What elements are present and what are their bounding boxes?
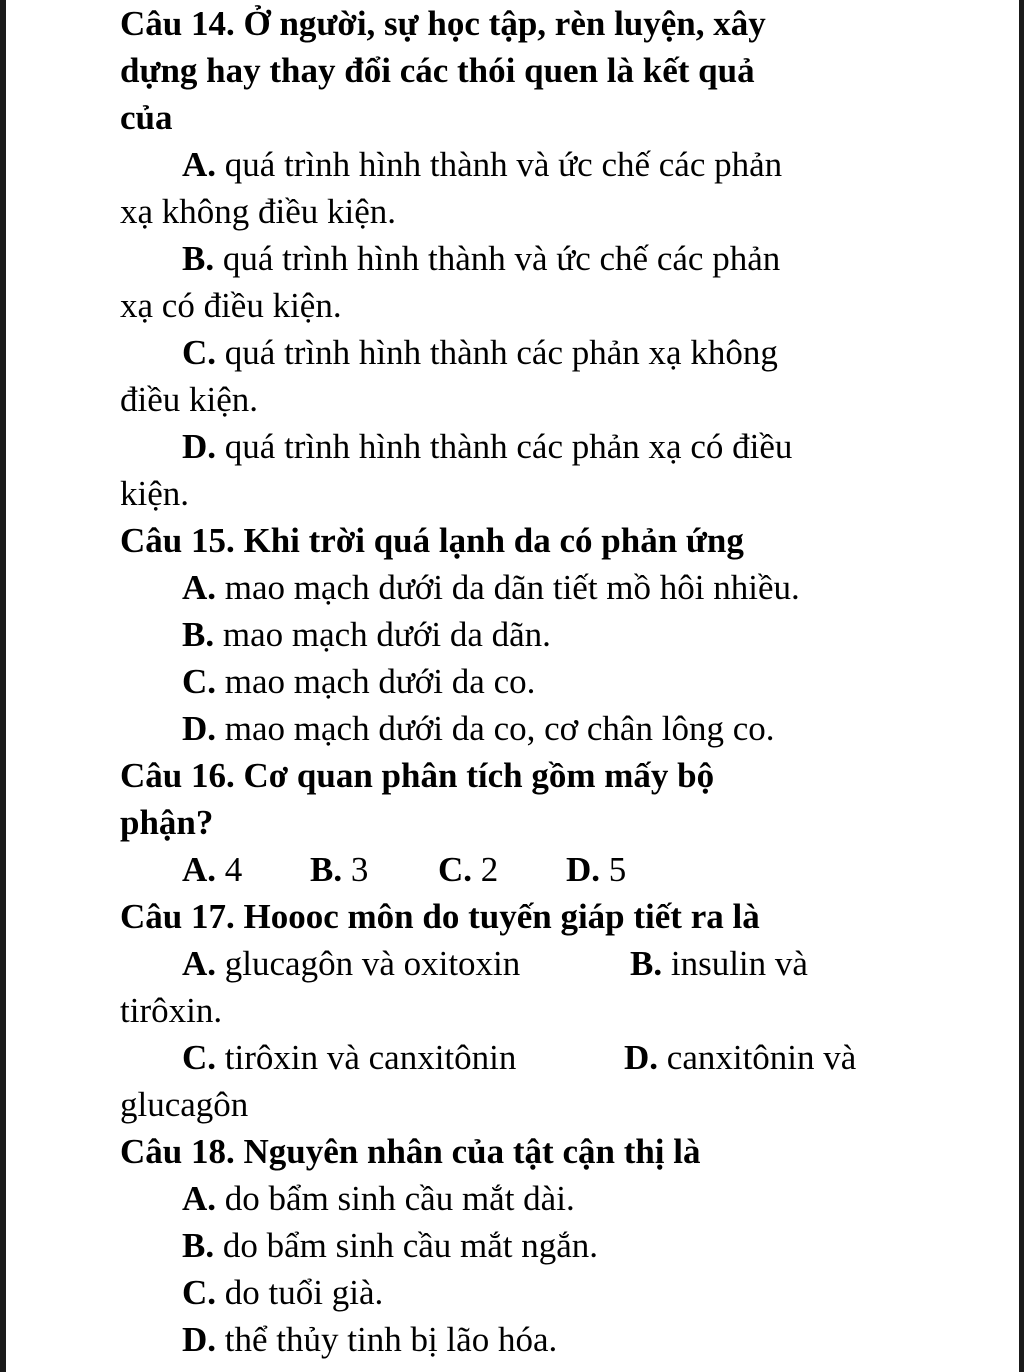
option-d-text: 5 bbox=[600, 850, 627, 889]
option-a-text: quá trình hình thành và ức chế các phản bbox=[216, 145, 783, 184]
option-letter-b: B. bbox=[182, 615, 215, 654]
question-18-option-d bbox=[120, 1316, 900, 1363]
question-17-option-c bbox=[182, 1034, 624, 1081]
question-14-option-a bbox=[120, 141, 900, 188]
option-d-text: quá trình hình thành các phản xạ có điều bbox=[216, 427, 793, 466]
question-14-option-c-continued: điều kiện. bbox=[120, 380, 259, 419]
question-16 bbox=[120, 752, 900, 893]
question-18-option-b bbox=[120, 1222, 900, 1269]
question-17-options-cd bbox=[120, 1034, 900, 1081]
option-d-text: canxitônin và bbox=[658, 1038, 857, 1077]
option-d-text: mao mạch dưới da co, cơ chân lông co. bbox=[216, 709, 775, 748]
question-15-option-d bbox=[120, 705, 900, 752]
option-letter-d: D. bbox=[182, 709, 217, 748]
question-17-title: Câu 17. Hoooc môn do tuyến giáp tiết ra là bbox=[120, 897, 760, 936]
option-letter-a: A. bbox=[182, 944, 217, 983]
question-18 bbox=[120, 1128, 900, 1363]
option-c-text: mao mạch dưới da co. bbox=[216, 662, 536, 701]
question-16-title-line-1: Câu 16. Cơ quan phân tích gồm mấy bộ bbox=[120, 756, 715, 795]
option-letter-a: A. bbox=[182, 145, 217, 184]
option-b-text: mao mạch dưới da dãn. bbox=[214, 615, 551, 654]
option-c-text: quá trình hình thành các phản xạ không bbox=[216, 333, 778, 372]
option-letter-c: C. bbox=[182, 662, 217, 701]
question-17-option-d bbox=[624, 1034, 856, 1081]
question-14-option-b-continued: xạ có điều kiện. bbox=[120, 286, 342, 325]
option-letter-b: B. bbox=[182, 239, 215, 278]
question-16-option-d bbox=[566, 846, 626, 893]
question-14-option-c bbox=[120, 329, 900, 376]
option-letter-b: B. bbox=[182, 1226, 215, 1265]
question-17-options-ab bbox=[120, 940, 900, 987]
quiz-document bbox=[120, 0, 900, 1363]
option-letter-c: C. bbox=[182, 1273, 217, 1312]
option-letter-c: C. bbox=[182, 333, 217, 372]
option-c-text: do tuổi già. bbox=[216, 1273, 384, 1312]
question-15-option-b bbox=[120, 611, 900, 658]
option-letter-a: A. bbox=[182, 850, 217, 889]
question-17-option-b-continued: tirôxin. bbox=[120, 991, 223, 1030]
question-14-title-line-3: của bbox=[120, 98, 173, 137]
option-letter-c: C. bbox=[182, 1038, 217, 1077]
question-15-option-c bbox=[120, 658, 900, 705]
question-16-option-c bbox=[438, 846, 566, 893]
question-14-option-a-continued: xạ không điều kiện. bbox=[120, 192, 397, 231]
option-a-text: do bẩm sinh cầu mắt dài. bbox=[216, 1179, 575, 1218]
question-18-option-a bbox=[120, 1175, 900, 1222]
option-a-text: glucagôn và oxitoxin bbox=[216, 944, 521, 983]
question-15 bbox=[120, 517, 900, 752]
option-letter-a: A. bbox=[182, 568, 217, 607]
question-14-option-d-continued: kiện. bbox=[120, 474, 190, 513]
question-15-title: Câu 15. Khi trời quá lạnh da có phản ứng bbox=[120, 521, 744, 560]
question-17 bbox=[120, 893, 900, 1128]
question-15-option-a bbox=[120, 564, 900, 611]
left-border bbox=[0, 0, 6, 1372]
question-14-option-d bbox=[120, 423, 900, 470]
option-letter-b: B. bbox=[310, 850, 343, 889]
question-14 bbox=[120, 0, 900, 517]
option-b-text: quá trình hình thành và ức chế các phản bbox=[214, 239, 781, 278]
option-c-text: tirôxin và canxitônin bbox=[216, 1038, 517, 1077]
right-border bbox=[1019, 0, 1024, 1372]
option-b-text: insulin và bbox=[662, 944, 808, 983]
option-a-text: 4 bbox=[216, 850, 243, 889]
question-16-title-line-2: phận? bbox=[120, 803, 214, 842]
question-14-title-line-2: dựng hay thay đổi các thói quen là kết quả bbox=[120, 51, 755, 90]
option-a-text: mao mạch dưới da dãn tiết mồ hôi nhiều. bbox=[216, 568, 800, 607]
question-17-option-b bbox=[630, 940, 808, 987]
option-d-text: thể thủy tinh bị lão hóa. bbox=[216, 1320, 558, 1359]
option-letter-d: D. bbox=[624, 1038, 659, 1077]
question-16-option-a bbox=[182, 846, 310, 893]
option-b-text: 3 bbox=[342, 850, 369, 889]
question-17-option-d-continued: glucagôn bbox=[120, 1085, 249, 1124]
question-18-title: Câu 18. Nguyên nhân của tật cận thị là bbox=[120, 1132, 701, 1171]
option-letter-b: B. bbox=[630, 944, 663, 983]
question-14-title-line-1: Câu 14. Ở người, sự học tập, rèn luyện, xây bbox=[120, 4, 766, 43]
question-16-option-b bbox=[310, 846, 438, 893]
question-18-option-c bbox=[120, 1269, 900, 1316]
option-letter-a: A. bbox=[182, 1179, 217, 1218]
question-14-option-b bbox=[120, 235, 900, 282]
option-b-text: do bẩm sinh cầu mắt ngắn. bbox=[214, 1226, 599, 1265]
option-c-text: 2 bbox=[472, 850, 499, 889]
option-letter-d: D. bbox=[182, 1320, 217, 1359]
question-17-option-a bbox=[182, 940, 630, 987]
option-letter-d: D. bbox=[182, 427, 217, 466]
option-letter-d: D. bbox=[566, 850, 601, 889]
question-16-options bbox=[120, 846, 900, 893]
option-letter-c: C. bbox=[438, 850, 473, 889]
